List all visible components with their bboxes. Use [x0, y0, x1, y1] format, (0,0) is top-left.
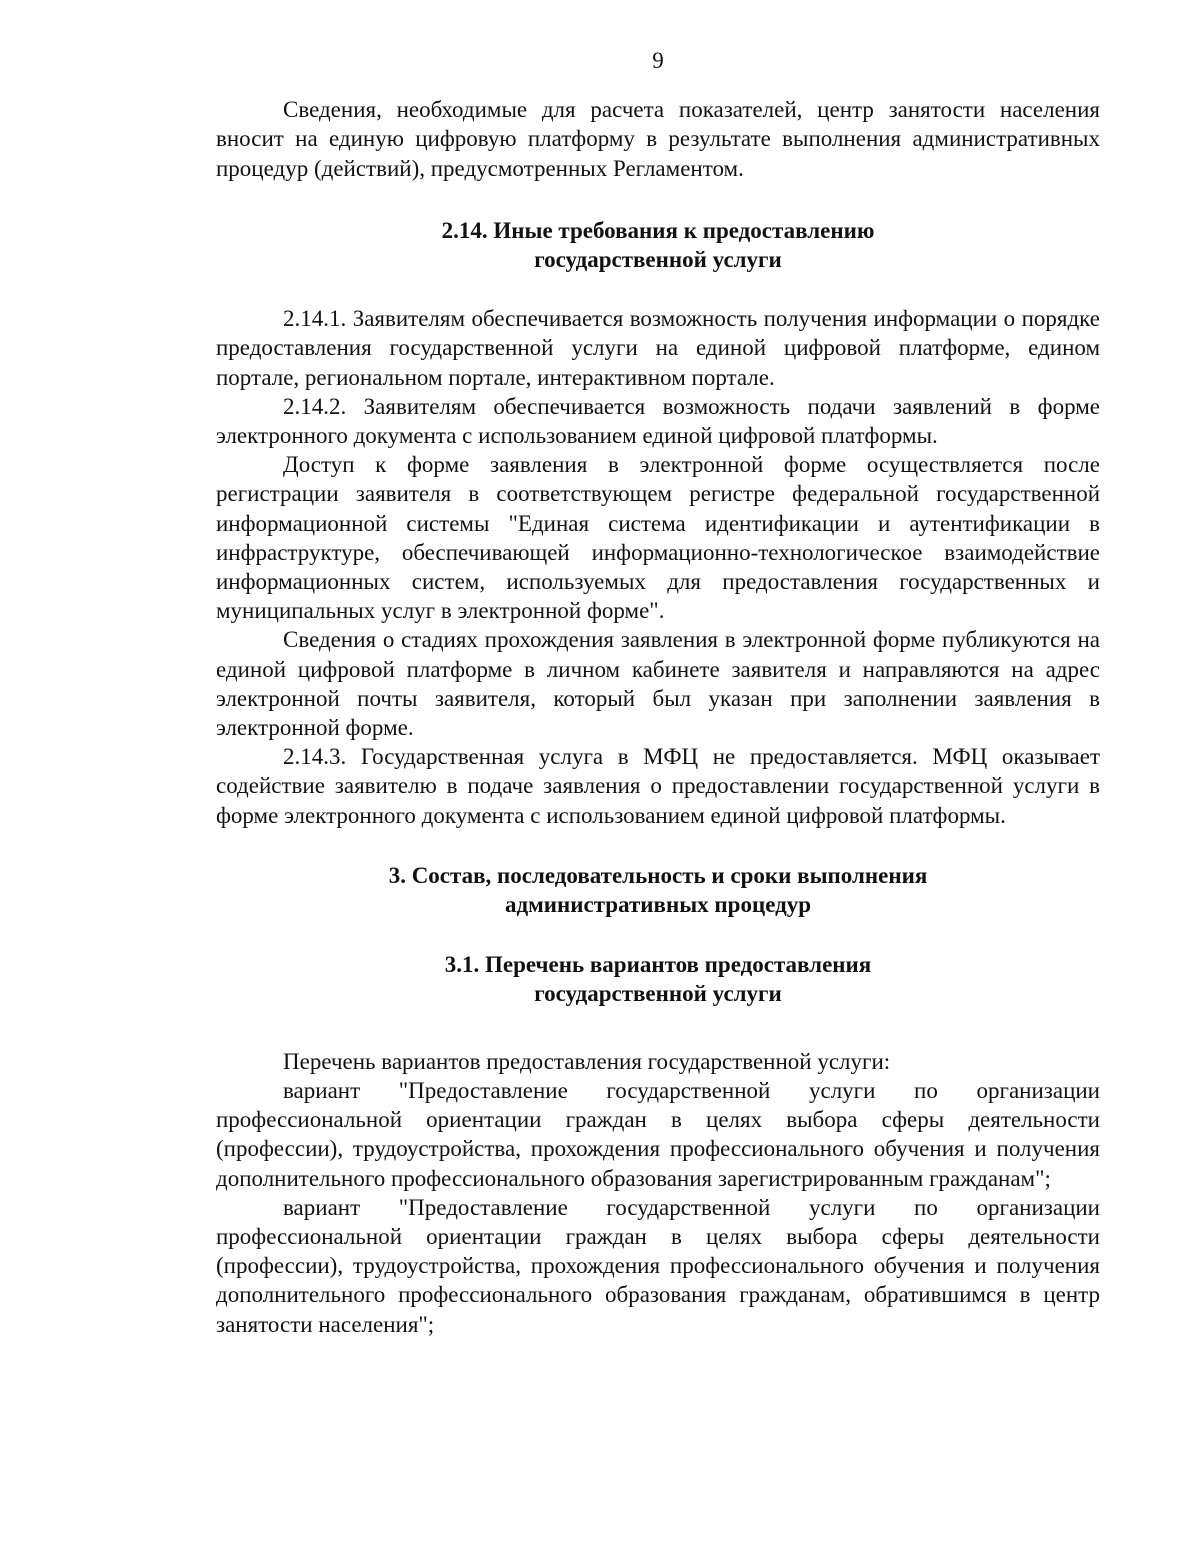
paragraph-variants-list: Перечень вариантов предоставления государственной услуги: — [283, 1048, 891, 1074]
section-2-14-title-line1: 2.14. Иные требования к предоставлению — [441, 217, 875, 243]
paragraph-2-14-1: 2.14.1. Заявителям обеспечивается возможность получения информации о порядке предоставления государственной услуги на единой цифровой платформе, едином портале, региональном портале, интерактивном портале. — [216, 306, 1100, 390]
section-3-title-line2: административных процедур — [504, 892, 812, 918]
section-3-1-title-line2: государственной услуги — [534, 981, 782, 1007]
section-3-heading — [216, 861, 1100, 919]
paragraph-access-form: Доступ к форме заявления в электронной форме осуществляется после регистрации заявителя в соответствующем регистре федеральной государственной информационной системы "Единая система идентификации и аутентификации в инфраструктуре, обеспечивающей информационно-технологическое взаимодействие информационных систем, используемых для предоставления государственных и муниципальных услуг в электронной форме". — [216, 452, 1100, 624]
paragraph-2-14-2: 2.14.2. Заявителям обеспечивается возможность подачи заявлений в форме электронного документа с использованием единой цифровой платформы. — [216, 393, 1100, 449]
paragraph-stages-info: Сведения о стадиях прохождения заявления в электронной форме публикуются на единой цифровой платформе в личном кабинете заявителя и направляются на адрес электронной почты заявителя, который был указан при заполнении заявления в электронной форме. — [216, 627, 1100, 741]
section-3-title-line1: 3. Состав, последовательность и сроки выполнения — [388, 862, 928, 888]
section-3-1-title-line1: 3.1. Перечень вариантов предоставления — [444, 952, 872, 978]
section-2-14-heading — [216, 216, 1100, 274]
paragraph-variant-registered: вариант "Предоставление государственной услуги по организации профессиональной ориентации граждан в целях выбора сферы деятельности (профессии), трудоустройства, прохождения профессионального обучения и получения дополнительного профессионального образования зарегистрированным гражданам"; — [216, 1077, 1100, 1191]
section-3-1-heading — [216, 950, 1100, 1008]
intro-paragraph: Сведения, необходимые для расчета показателей, центр занятости населения вносит на единую цифровую платформу в результате выполнения административных процедур (действий), предусмотренных Регламентом. — [216, 97, 1100, 181]
section-2-14-title-line2: государственной услуги — [534, 247, 782, 273]
page-number: 9 — [652, 48, 664, 73]
paragraph-variant-applied: вариант "Предоставление государственной услуги по организации профессиональной ориентации граждан в целях выбора сферы деятельности (профессии), трудоустройства, прохождения профессионального обучения и получения дополнительного профессионального образования гражданам, обратившимся в центр занятости населения"; — [216, 1194, 1100, 1337]
paragraph-2-14-3: 2.14.3. Государственная услуга в МФЦ не предоставляется. МФЦ оказывает содействие заявителю в подаче заявления о предоставлении государственной услуги в форме электронного документа с использованием единой цифровой платформы. — [216, 744, 1100, 828]
